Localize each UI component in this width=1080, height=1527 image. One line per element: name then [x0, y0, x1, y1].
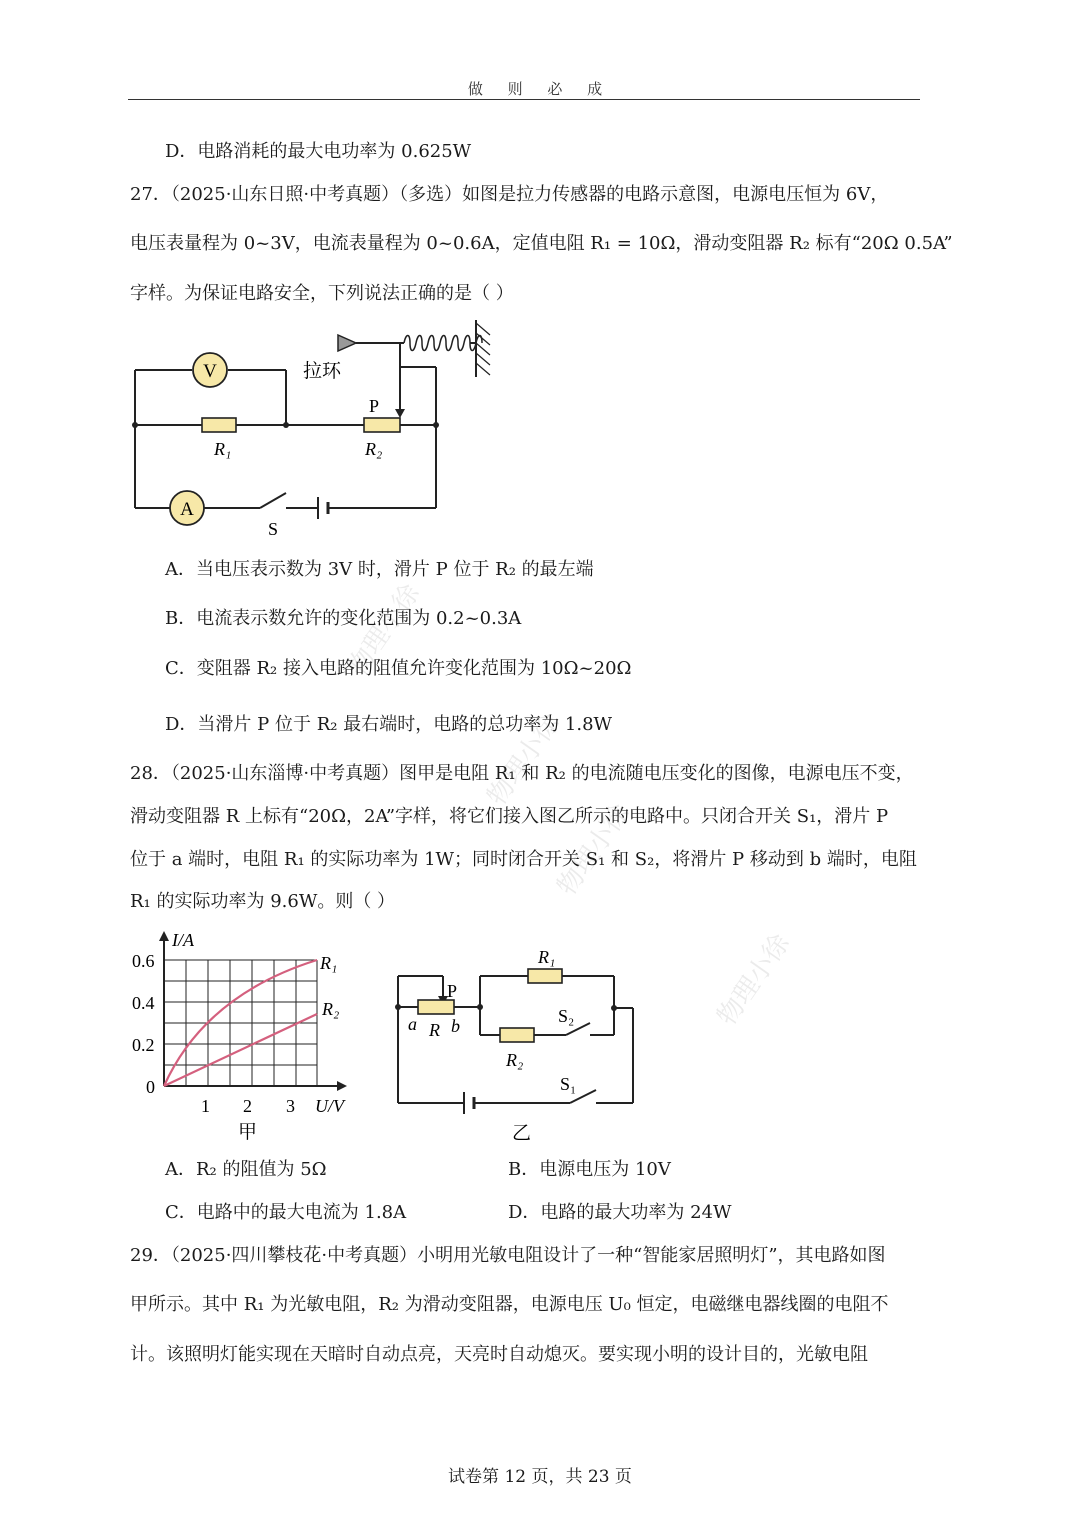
- q27-option-a: A．当电压表示数为 3V 时，滑片 P 位于 R₂ 的最左端: [165, 559, 594, 580]
- header-rule: [128, 99, 920, 100]
- prev-option-d: D．电路消耗的最大电功率为 0.625W: [165, 141, 472, 162]
- graph-ytick: 0.4: [132, 993, 155, 1013]
- curve-r2-label: R₂: [322, 999, 340, 1019]
- terminal-b-label: b: [451, 1016, 460, 1036]
- q28-option-a: A．R₂ 的阻值为 5Ω: [165, 1159, 327, 1180]
- graph-ytick: 0: [146, 1077, 155, 1097]
- q27-option-b: B．电流表示数允许的变化范围为 0.2~0.3A: [165, 608, 522, 629]
- circuit-r2-label: R₂: [506, 1050, 524, 1070]
- watermark: 物理小徐: [551, 798, 637, 902]
- circuit-slider-label: P: [447, 981, 458, 1001]
- q28-stem-line4: R₁ 的实际功率为 9.6W。则（ ）: [130, 891, 396, 912]
- q27-stem-line2: 电压表量程为 0~3V，电流表量程为 0~0.6A，定值电阻 R₁ = 10Ω，滑动变阻器 R₂ 标有“20Ω 0.5A”: [130, 233, 953, 254]
- circuit-r1-label: R₁: [538, 947, 556, 967]
- q28-option-b: B．电源电压为 10V: [508, 1159, 671, 1180]
- q27-stem-line1: 27．（2025·山东日照·中考真题）（多选）如图是拉力传感器的电路示意图，电源电压恒为 6V，: [130, 184, 889, 205]
- graph-ytick: 0.6: [132, 951, 155, 971]
- footer-page-info: 试卷第 12 页，共 23 页: [448, 1467, 632, 1487]
- header-motto: 做 则 必 成: [467, 80, 613, 98]
- q28-option-c: C．电路中的最大电流为 1.8A: [165, 1202, 407, 1223]
- slider-p-label: P: [369, 396, 380, 416]
- q29-stem-line1: 29．（2025·四川攀枝花·中考真题）小明用光敏电阻设计了一种“智能家居照明灯”，其电路如图: [130, 1245, 886, 1266]
- watermark: 物理小徐: [481, 708, 567, 812]
- q27-circuit-figure: [120, 315, 500, 545]
- pull-ring-label: 拉环: [303, 361, 342, 382]
- q27-option-d: D．当滑片 P 位于 R₂ 最右端时，电路的总功率为 1.8W: [165, 714, 613, 735]
- terminal-a-label: a: [408, 1014, 417, 1034]
- q27-option-c: C．变阻器 R₂ 接入电路的阻值允许变化范围为 10Ω~20Ω: [165, 658, 632, 679]
- q29-stem-line3: 计。该照明灯能实现在天暗时自动点亮，天亮时自动熄灭。要实现小明的设计目的，光敏电阻: [130, 1344, 868, 1365]
- switch-label: S: [268, 519, 279, 539]
- watermark: 物理小徐: [711, 928, 797, 1032]
- q28-option-d: D．电路的最大功率为 24W: [508, 1202, 732, 1223]
- rheostat-r-label: R: [429, 1020, 440, 1040]
- curve-r1-label: R₁: [320, 953, 338, 973]
- watermark: 物理小徐: [341, 578, 427, 682]
- q27-stem-line3: 字样。为保证电路安全，下列说法正确的是（ ）: [130, 283, 514, 304]
- graph-ytick: 0.2: [132, 1035, 155, 1055]
- r2-label: R₂: [365, 439, 383, 459]
- switch-s2-label: S₂: [558, 1006, 575, 1026]
- q28-stem-line2: 滑动变阻器 R 上标有“20Ω，2A”字样，将它们接入图乙所示的电路中。只闭合开关 S₁，滑片 P: [130, 806, 889, 827]
- q28-graph-jia: [125, 925, 365, 1150]
- graph-ylabel: I/A: [172, 930, 194, 950]
- switch-s1-label: S₁: [560, 1074, 577, 1094]
- voltmeter-label: V: [203, 361, 217, 382]
- q28-circuit-yi: [390, 940, 650, 1150]
- graph-xtick: 1: [201, 1096, 210, 1116]
- graph-xtick: 3: [286, 1096, 295, 1116]
- ammeter-label: A: [180, 499, 194, 520]
- q28-stem-line3: 位于 a 端时，电阻 R₁ 的实际功率为 1W；同时闭合开关 S₁ 和 S₂，将滑片 P 移动到 b 端时，电阻: [130, 849, 917, 870]
- q28-stem-line1: 28．（2025·山东淄博·中考真题）图甲是电阻 R₁ 和 R₂ 的电流随电压变化的图像，电源电压不变，: [130, 763, 914, 784]
- q29-stem-line2: 甲所示。其中 R₁ 为光敏电阻，R₂ 为滑动变阻器，电源电压 U₀ 恒定，电磁继电器线圈的电阻不: [130, 1294, 889, 1315]
- graph-caption-jia: 甲: [238, 1122, 258, 1143]
- graph-xlabel: U/V: [315, 1096, 344, 1116]
- circuit-caption-yi: 乙: [512, 1123, 532, 1144]
- graph-xtick: 2: [243, 1096, 252, 1116]
- r1-label: R₁: [214, 439, 232, 459]
